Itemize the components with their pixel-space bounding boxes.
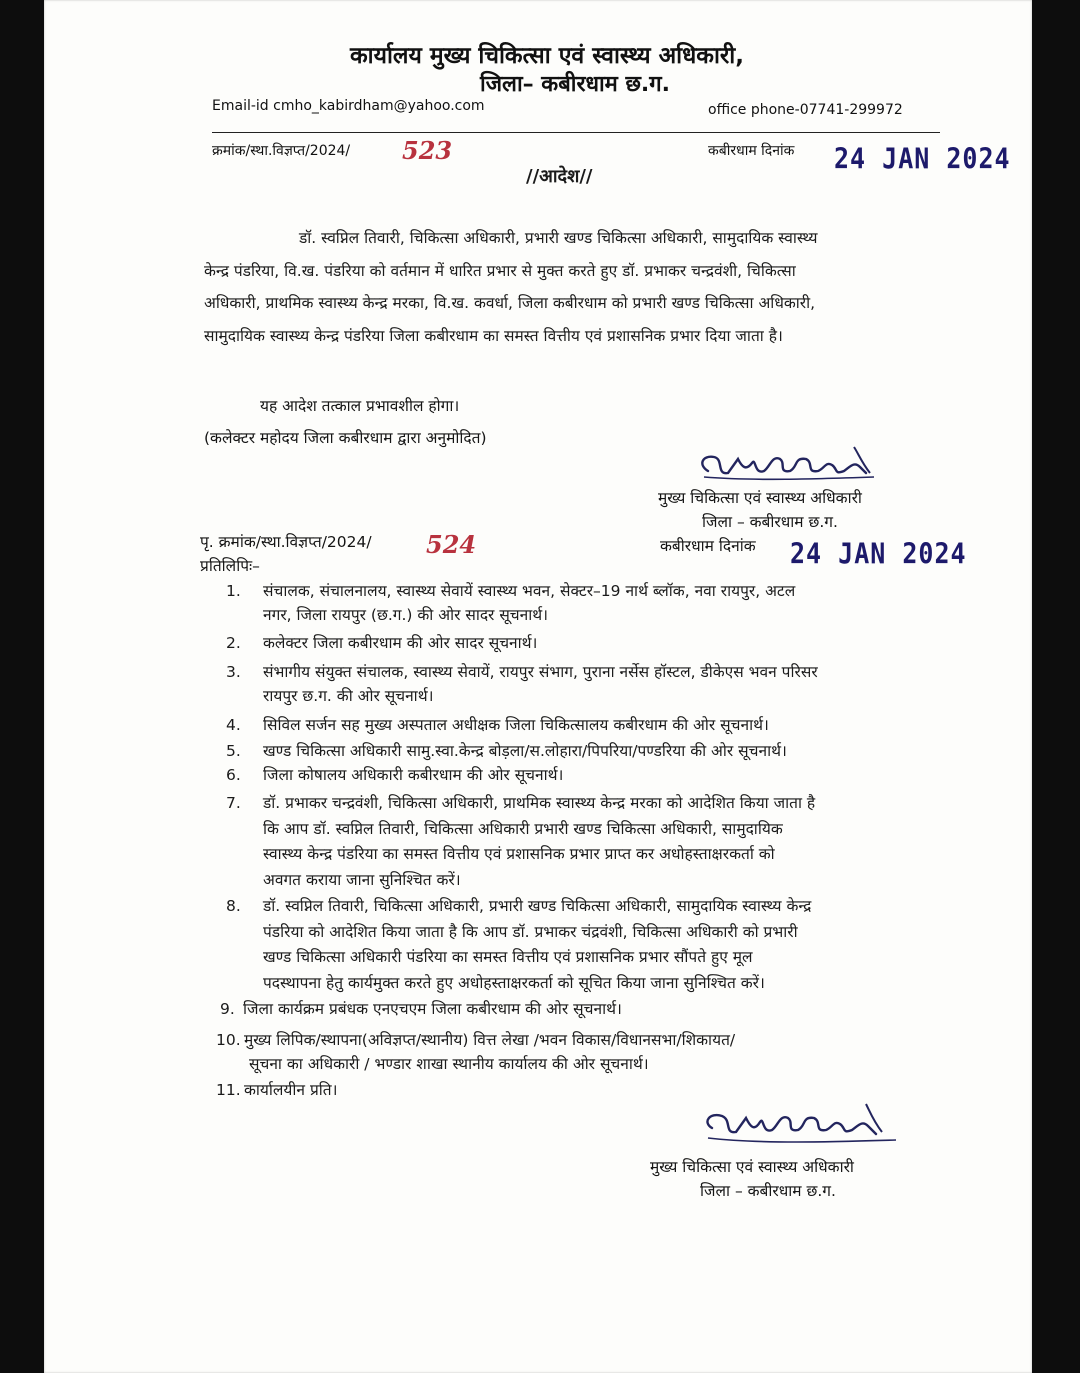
effect-line: यह आदेश तत्काल प्रभावशील होगा। xyxy=(260,397,460,415)
signature-2-designation: मुख्य चिकित्सा एवं स्वास्थ्य अधिकारी xyxy=(650,1158,854,1176)
list-item-number: 2. xyxy=(226,634,241,652)
endorsement-number-label: पृ. क्रमांक/स्था.विज्ञप्त/2024/ xyxy=(200,533,372,551)
order-title: //आदेश// xyxy=(526,166,593,187)
signature-2 xyxy=(700,1098,910,1158)
order-line: अधिकारी, प्राथमिक स्वास्थ्य केन्द्र मरका, वि.ख. कवर्धा, जिला कबीरधाम को प्रभारी खण्ड चिकित्सा अधिकारी, xyxy=(204,294,816,312)
list-item-number: 4. xyxy=(226,716,241,734)
list-item-line: रायपुर छ.ग. की ओर सूचनार्थ। xyxy=(263,686,434,705)
endorsement-date-stamp: 24 JAN 2024 xyxy=(790,537,967,571)
list-item-line: कि आप डॉ. स्वप्निल तिवारी, चिकित्सा अधिकारी प्रभारी खण्ड चिकित्सा अधिकारी, सामुदायिक xyxy=(263,819,783,838)
signature-1-district: जिला – कबीरधाम छ.ग. xyxy=(702,513,838,531)
order-line: सामुदायिक स्वास्थ्य केन्द्र पंडरिया जिला कबीरधाम का समस्त वित्तीय एवं प्रशासनिक प्रभार दिया जाता है। xyxy=(204,326,783,345)
signature-2-district: जिला – कबीरधाम छ.ग. xyxy=(700,1182,836,1200)
office-phone: office phone-07741-299972 xyxy=(708,102,903,118)
list-item-number: 5. xyxy=(226,742,241,760)
endorsement-place-date-label: कबीरधाम दिनांक xyxy=(660,537,756,555)
approval-line: (कलेक्टर महोदय जिला कबीरधाम द्वारा अनुमोदित) xyxy=(204,429,487,447)
list-item-line: संभागीय संयुक्त संचालक, स्वास्थ्य सेवायें, रायपुर संभाग, पुराना नर्सेस हॉस्टल, डीकेएस भवन परिसर xyxy=(263,663,818,681)
signature-1-designation: मुख्य चिकित्सा एवं स्वास्थ्य अधिकारी xyxy=(658,489,862,507)
list-item-line: जिला कोषालय अधिकारी कबीरधाम की ओर सूचनार्थ। xyxy=(263,766,564,784)
copy-label: प्रतिलिपिः– xyxy=(200,557,260,575)
list-item-line: स्वास्थ्य केन्द्र पंडरिया का समस्त वित्तीय एवं प्रशासनिक प्रभार प्राप्त कर अधोहस्ताक्षरकर्ता को xyxy=(263,845,775,863)
list-item-line: संचालक, संचालनालय, स्वास्थ्य सेवायें स्वास्थ्य भवन, सेक्टर–19 नार्थ ब्लॉक, नवा रायपुर, अटल xyxy=(263,582,796,600)
list-item-line: पंडरिया को आदेशित किया जाता है कि आप डॉ. प्रभाकर चंद्रवंशी, चिकित्सा अधिकारी को प्रभारी xyxy=(263,922,798,941)
office-district: जिला– कबीरधाम छ.ग. xyxy=(480,72,671,97)
list-item-line: जिला कार्यक्रम प्रबंधक एनएचएम जिला कबीरधाम की ओर सूचनार्थ। xyxy=(243,1000,622,1018)
list-item-number: 1. xyxy=(226,582,241,600)
list-item-number: 9. xyxy=(220,1000,235,1018)
list-item-line: अवगत कराया जाना सुनिश्चित करें। xyxy=(263,870,461,889)
order-paragraph xyxy=(204,222,944,352)
office-title: कार्यालय मुख्य चिकित्सा एवं स्वास्थ्य अधिकारी, xyxy=(350,43,745,69)
order-place-date-label: कबीरधाम दिनांक xyxy=(708,143,795,159)
list-item-line: खण्ड चिकित्सा अधिकारी पंडरिया का समस्त वित्तीय एवं प्रशासनिक प्रभार सौंपते हुए मूल xyxy=(263,948,753,966)
order-line: केन्द्र पंडरिया, वि.ख. पंडरिया को वर्तमान में धारित प्रभार से मुक्त करते हुए डॉ. प्रभाकर चन्द्रवंशी, चिकित्सा xyxy=(204,261,796,280)
list-item-line: पदस्थापना हेतु कार्यमुक्त करते हुए अधोहस्ताक्षरकर्ता को सूचित किया जाना सुनिश्चित करें। xyxy=(263,973,765,992)
list-item-line: कार्यालयीन प्रति। xyxy=(244,1081,338,1099)
list-item-number: 6. xyxy=(226,766,241,784)
order-number-label: क्रमांक/स्था.विज्ञप्त/2024/ xyxy=(212,143,351,159)
document-page xyxy=(44,0,1032,1373)
order-line: डॉ. स्वप्निल तिवारी, चिकित्सा अधिकारी, प्रभारी खण्ड चिकित्सा अधिकारी, सामुदायिक स्वास्थ्य xyxy=(299,229,818,247)
list-item-line: डॉ. प्रभाकर चन्द्रवंशी, चिकित्सा अधिकारी, प्राथमिक स्वास्थ्य केन्द्र मरका को आदेशित किया जाता है xyxy=(263,794,816,812)
endorsement-number-handwritten: 524 xyxy=(426,530,477,559)
list-item-line: सिविल सर्जन सह मुख्य अस्पताल अधीक्षक जिला चिकित्सालय कबीरधाम की ओर सूचनार्थ। xyxy=(263,716,769,734)
list-item-number: 7. xyxy=(226,794,241,812)
list-item-line: डॉ. स्वप्निल तिवारी, चिकित्सा अधिकारी, प्रभारी खण्ड चिकित्सा अधिकारी, सामुदायिक स्वास्थ्य केन्द्र xyxy=(263,897,812,915)
list-item-line: खण्ड चिकित्सा अधिकारी सामु.स्वा.केन्द्र बोड़ला/स.लोहारा/पिपरिया/पण्डरिया की ओर सूचनार्थ। xyxy=(263,742,787,760)
office-email: Email-id cmho_kabirdham@yahoo.com xyxy=(212,98,485,114)
order-date-stamp: 24 JAN 2024 xyxy=(834,142,1011,176)
order-number-handwritten: 523 xyxy=(402,136,453,165)
list-item-line: नगर, जिला रायपुर (छ.ग.) की ओर सादर सूचनार्थ। xyxy=(263,605,549,624)
list-item-line: मुख्य लिपिक/स्थापना(अविज्ञप्त/स्थानीय) वित्त लेखा /भवन विकास/विधानसभा/शिकायत/ xyxy=(244,1031,736,1049)
header-divider xyxy=(212,132,940,133)
list-item-number: 10. xyxy=(216,1031,241,1049)
list-item-line: कलेक्टर जिला कबीरधाम की ओर सादर सूचनार्थ। xyxy=(263,634,538,652)
list-item-number: 3. xyxy=(226,663,241,681)
list-item-number: 11. xyxy=(216,1081,241,1099)
list-item-number: 8. xyxy=(226,897,241,915)
list-item-line: सूचना का अधिकारी / भण्डार शाखा स्थानीय कार्यालय की ओर सूचनार्थ। xyxy=(249,1054,649,1073)
